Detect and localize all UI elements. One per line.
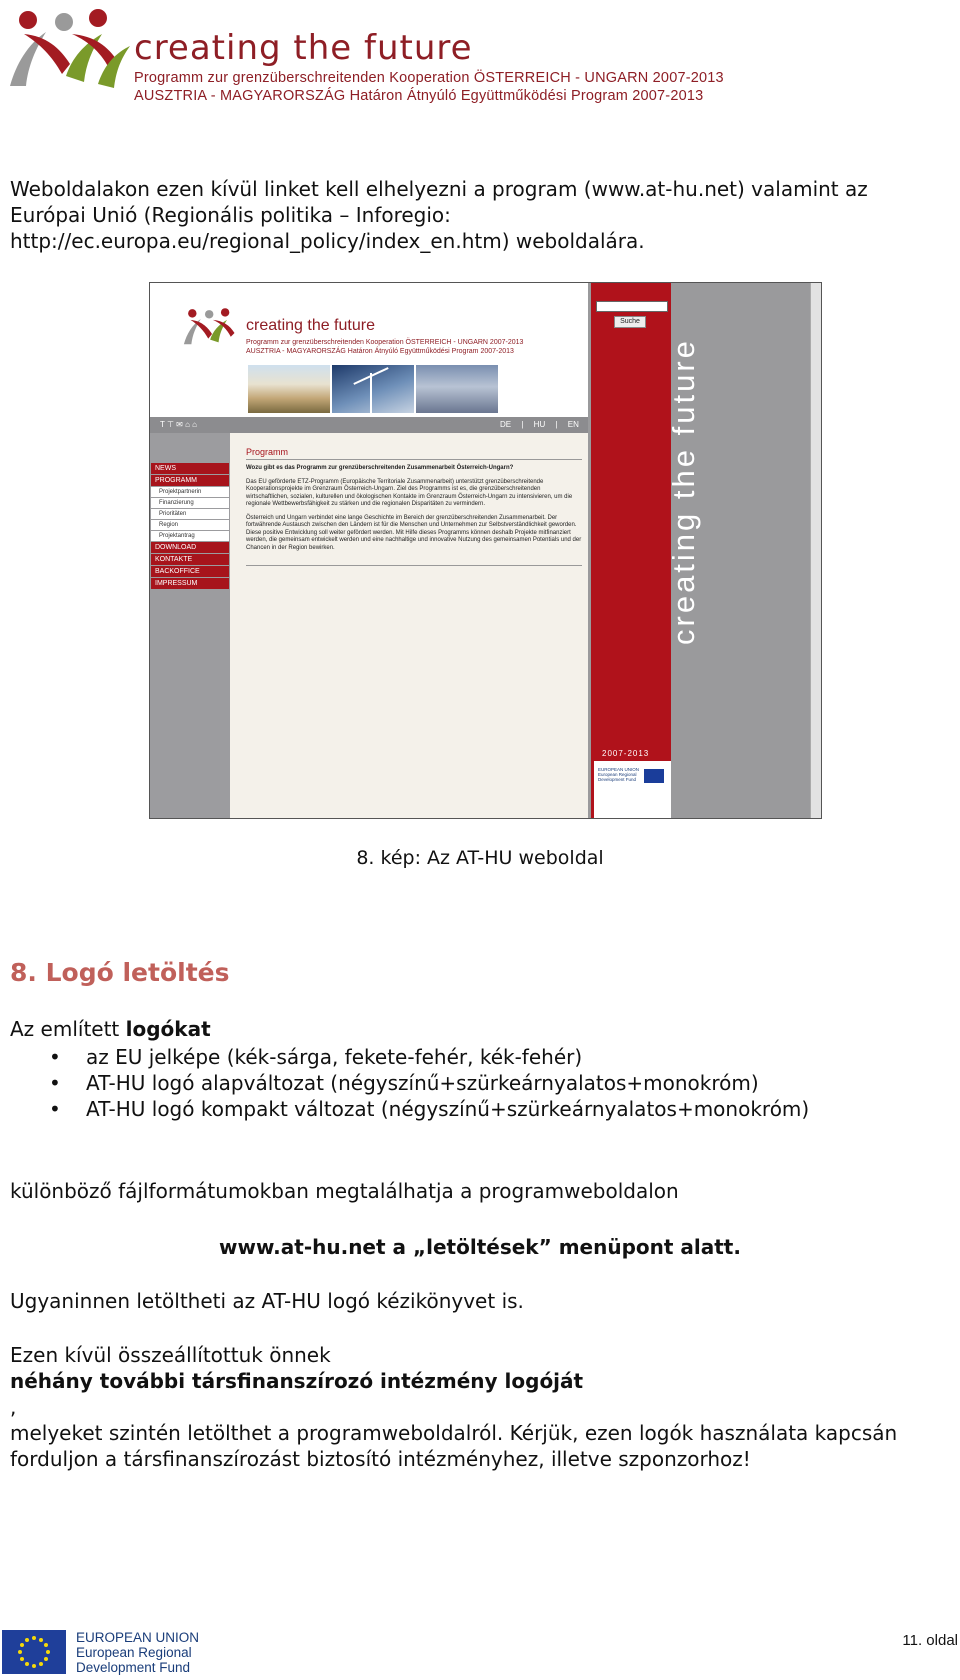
content-question: Wozu gibt es das Programm zur grenzüberschreitenden Zusammenarbeit Österreich-Ungarn? [246, 465, 514, 471]
download-link-line: www.at-hu.net a „letöltések” menüpont alatt. [219, 1235, 741, 1259]
site-logo-icon [182, 305, 242, 347]
nav-kontakte[interactable]: KONTAKTE [151, 554, 229, 565]
banner-slogan: creating the future [666, 338, 701, 645]
site-title: creating the future [246, 317, 375, 334]
content-heading: Programm [246, 447, 289, 457]
site-nav [151, 463, 229, 589]
nav-programm[interactable]: PROGRAMM [151, 475, 229, 486]
header-subtitle-hu: AUSZTRIA - MAGYARORSZÁG Határon Átnyúló Együttműködési Program 2007-2013 [134, 88, 704, 104]
nav-impressum[interactable]: IMPRESSUM [151, 578, 229, 589]
photo-building [248, 365, 330, 413]
banner-years: 2007-2013 [602, 749, 650, 758]
at-hu-logo-icon [6, 4, 134, 90]
nav-prioritaeten[interactable]: Prioritäten [151, 509, 229, 519]
nav-backoffice[interactable]: BACKOFFICE [151, 566, 229, 577]
intro-paragraph [10, 176, 940, 254]
list-item: • az EU jelképe (kék-sárga, fekete-fehér, kék-fehér) [86, 1044, 960, 1070]
website-screenshot [149, 282, 822, 819]
photo-windturbine [332, 365, 414, 413]
section-intro: Az említett logókat [10, 1017, 211, 1041]
nav-region[interactable]: Region [151, 520, 229, 530]
list-item: • AT-HU logó alapváltozat (négyszínű+szürkeárnyalatos+monokróm) [86, 1070, 960, 1096]
nav-finanzierung[interactable]: Finanzierung [151, 498, 229, 508]
site-scrollbar[interactable] [810, 283, 821, 818]
cofinancing-paragraph: Ezen kívül összeállítottuk önnek néhány további társfinanszírozó intézmény logóját , melyeket szintén letölthet a programweboldalról. Kérjük, ezen logók használata kapcsán forduljon a társfinanszírozást biztosító intézményhez, illetve szponzorhoz! [10, 1343, 898, 1471]
content-body [246, 465, 582, 552]
logo-list [10, 1044, 960, 1122]
language-switch[interactable]: DE | HU | EN [500, 420, 579, 429]
eu-flag-icon [2, 1630, 66, 1674]
footer-eu-label: EUROPEAN UNION European Regional Development Fund [76, 1630, 200, 1675]
nav-news[interactable]: NEWS [151, 463, 229, 474]
site-eu-label: EUROPEAN UNION European Regional Development Fund [598, 767, 640, 782]
lang-en[interactable]: EN [567, 420, 579, 429]
nav-projektpartner[interactable]: Projektpartnerin [151, 487, 229, 497]
section-heading: 8. Logó letöltés [10, 958, 230, 987]
intro-line-3: http://ec.europa.eu/regional_policy/index_en.htm) weboldalára. [10, 229, 645, 253]
lang-de[interactable]: DE [500, 420, 512, 429]
page-number: 11. oldal [902, 1632, 958, 1649]
list-item: • AT-HU logó kompakt változat (négyszínű+szürkeárnyalatos+monokróm) [86, 1096, 960, 1122]
nav-download[interactable]: DOWNLOAD [151, 542, 229, 553]
intro-line-1: Weboldalakon ezen kívül linket kell elhelyezni a program (www.at-hu.net) valamint az [10, 177, 868, 201]
site-subtitle-1: Programm zur grenzüberschreitenden Kooperation ÖSTERREICH - UNGARN 2007-2013 [246, 339, 524, 346]
lang-hu[interactable]: HU [533, 420, 546, 429]
header-subtitle-de: Programm zur grenzüberschreitenden Kooperation ÖSTERREICH - UNGARN 2007-2013 [134, 70, 724, 86]
content-text-1: Das EU geförderte ETZ-Programm (Europäische Territoriale Zusammenarbeit) unterstützt grenzüberschreitende Kooperationsprojekte im Grenzraum Österreich-Ungarn. Ziel des Programms ist es, die grenzüberschreitenden wirtschaftlichen, sozialen, kulturellen und ökologischen Kontakte im Grenzraum Österreich-Ungarn zu intensivieren, um die regionale Wettbewerbsfähigkeit zu stärken und die regionalen Disparitäten zu vermindern. [246, 478, 573, 507]
nav-projektantrag[interactable]: Projektantrag [151, 531, 229, 541]
manual-paragraph: Ugyaninnen letöltheti az AT-HU logó kézikönyvet is. [10, 1289, 524, 1313]
photo-tower [416, 365, 498, 413]
header-title: creating the future [134, 28, 473, 68]
site-banner [591, 283, 671, 818]
site-tool-icons[interactable]: T ⊤ ✉ ⌂ ⌂ [160, 420, 197, 429]
formats-paragraph: különböző fájlformátumokban megtalálhatja a programweboldalon [10, 1179, 679, 1203]
site-eu-flag-icon [644, 769, 664, 783]
figure-caption: 8. kép: Az AT-HU weboldal [356, 847, 604, 869]
site-subtitle-2: AUSZTRIA - MAGYARORSZÁG Határon Átnyúló Együttműködési Program 2007-2013 [246, 348, 514, 355]
content-text-2: Österreich und Ungarn verbindet eine lange Geschichte im Bereich der grenzüberschreitenden Zusammenarbeit. Der fortwährende Austausch zwischen den Ländern ist für die Menschen und Unternehmen zur Selbstverständlichkeit geworden. Diese positive Entwicklung soll weiter gefördert werden. Mit Hilfe dieses Programms können deshalb Projekte mitfinanziert werden, die gemeinsam entwickelt werden und eine nachhaltige und innovative Nutzung des gemeinsamen Potentials und der Chancen in der Region bewirken. [246, 514, 582, 551]
site-search-input[interactable] [596, 301, 668, 312]
intro-line-2: Európai Unió (Regionális politika – Inforegio: [10, 203, 451, 227]
site-search-button[interactable]: Suche [614, 316, 646, 328]
